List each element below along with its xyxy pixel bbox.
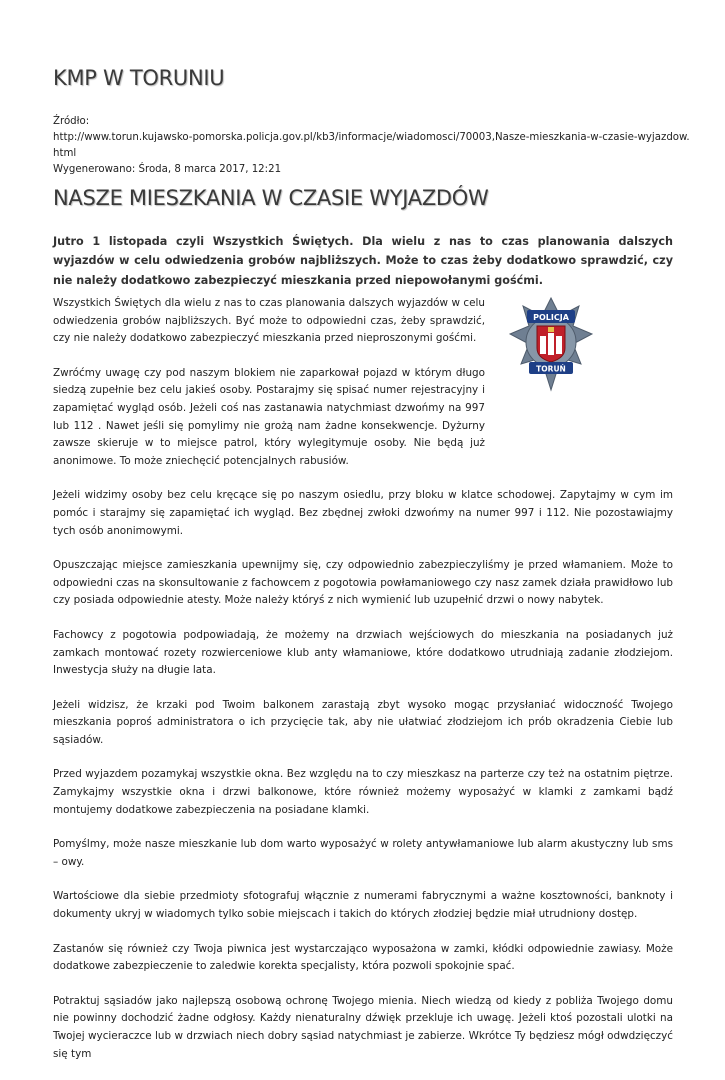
paragraph: Jeżeli widzimy osoby bez celu kręcące się po naszym osiedlu, przy bloku w klatce schodowej. Zapytajmy w cym im pomóc i starajmy się zapamiętać ich wygląd. Bez zbędnej zwłoki dzwońmy na numer 997 i 112. Nie pozostawiajmy tych osób anonimowymi. xyxy=(53,489,673,537)
police-torun-logo-icon xyxy=(509,296,593,392)
generated-date: Wygenerowano: Środa, 8 marca 2017, 12:21 xyxy=(53,164,282,175)
paragraph: Wszystkich Świętych dla wielu z nas to czas planowania dalszych wyjazdów w celu odwiedzenia grobów najbliższych. Być może to odpowiedni czas, żeby sprawdzić, czy nie należy dodatkowo zabezpieczyć mieszkania przed nieproszonymi gośćmi. xyxy=(53,297,485,345)
source-url[interactable]: http://www.torun.kujawsko-pomorska.policja.gov.pl/kb3/informacje/wiadomosci/70003,Nasze-mieszkania-w-czasie-wyjazdow. xyxy=(53,132,690,143)
paragraph: Pomyślmy, może nasze mieszkanie lub dom warto wyposażyć w rolety antywłamaniowe lub alarm akustyczny lub sms – owy. xyxy=(53,838,673,868)
paragraph: Wartościowe dla siebie przedmioty sfotografuj włącznie z numerami fabrycznymi a ważne kosztowności, banknoty i dokumenty ukryj w wiadomych tylko sobie miejscach i takich do których złodziej będzie miał utrudniony dostęp. xyxy=(53,890,673,921)
paragraph: Przed wyjazdem pozamykaj wszystkie okna. Bez względu na to czy mieszkasz na parterze czy też na ostatnim piętrze. Zamykajmy wszystkie okna i drzwi balkonowe, które również możemy wyposażyć w klamki z zamkami bądź montujemy dodatkowe zabezpieczenia na posiadane klamki. xyxy=(53,768,673,816)
site-title: KMP W TORUNIU xyxy=(53,66,225,90)
article-lead: Jutro 1 listopada czyli Wszystkich Świętych. Dla wielu z nas to czas planowania dalszych wyjazdów w celu odwiedzenia grobów najbliższych. Może to czas żeby dodatkowo sprawdzić, czy nie należy dodatkowo zabezpieczyć mieszkania przed niepowołanymi gośćmi. xyxy=(53,235,673,287)
source-meta xyxy=(53,114,690,178)
paragraph: Zwróćmy uwagę czy pod naszym blokiem nie zaparkował pojazd w którym długo siedzą zupełnie bez celu jakieś osoby. Postarajmy się spisać numer rejestracyjny i zapamiętać wygląd osób. Jeżeli coś nas zastanawia natychmiast dzwońmy na 997 lub 112 . Nawet jeśli się pomylimy nie grożą nam żadne konsekwencje. Dyżurny zawsze skieruje w to miejsce patrol, który wylegitymuje osoby. Nie będą już anonimowe. To może zniechęcić potencjalnych rabusiów. xyxy=(53,366,485,467)
source-url-continued[interactable]: html xyxy=(53,148,77,159)
paragraph: Zastanów się również czy Twoja piwnica jest wystarczająco wyposażona w zamki, kłódki odpowiednie zawiasy. Może dodatkowe zabezpieczenie to zaledwie korekta specjalisty, która pozwoli spokojnie spać. xyxy=(53,942,673,973)
logo-bottom-text: TORUŃ xyxy=(536,364,566,374)
paragraph: Opuszczając miejsce zamieszkania upewnijmy się, czy odpowiednio zabezpieczyliśmy je przed włamaniem. Może to odpowiedni czas na skonsultowanie z fachowcem z pogotowia powłamaniowego czy nasz zamek działa prawidłowo lub czy posiada odpowiednie atesty. Może należy któryś z nich wymienić lub uzupełnić drzwi o nowy nabytek. xyxy=(53,559,673,607)
logo-top-text: POLICJA xyxy=(533,313,569,322)
paragraph: Potraktuj sąsiadów jako najlepszą osobową ochronę Twojego mienia. Niech wiedzą od kiedy z pobliża Twojego domu nie powinny dochodzić żadne odgłosy. Każdy nienaturalny dźwięk przekluje ich uwagę. Jeżeli ktoś pozostali ulotki na Twojej wycieraczce lub w drzwiach niech dobry sąsiad natychmiast je zabierze. Wkrótce Ty będziesz mógł odwdzięczyć się tym xyxy=(53,994,673,1060)
source-label: Źródło: xyxy=(53,116,90,127)
paragraph: Jeżeli widzisz, że krzaki pod Twoim balkonem zarastają zbyt wysoko mogąc przysłaniać widoczność Twojego mieszkania poproś administratora o ich przycięcie tak, aby nie ułatwiać złodziejom ich prób okradzenia Ciebie lub sąsiadów. xyxy=(53,698,673,746)
article-title: NASZE MIESZKANIA W CZASIE WYJAZDÓW xyxy=(53,186,489,210)
article-body xyxy=(53,295,673,1080)
paragraph: Fachowcy z pogotowia podpowiadają, że możemy na drzwiach wejściowych do mieszkania na posiadanych już zamkach montować rozety rozwierceniowe klub anty włamaniowe, które dodatkowo utrudniają zadanie złodziejom. Inwestycja służy na długie lata. xyxy=(53,628,673,677)
